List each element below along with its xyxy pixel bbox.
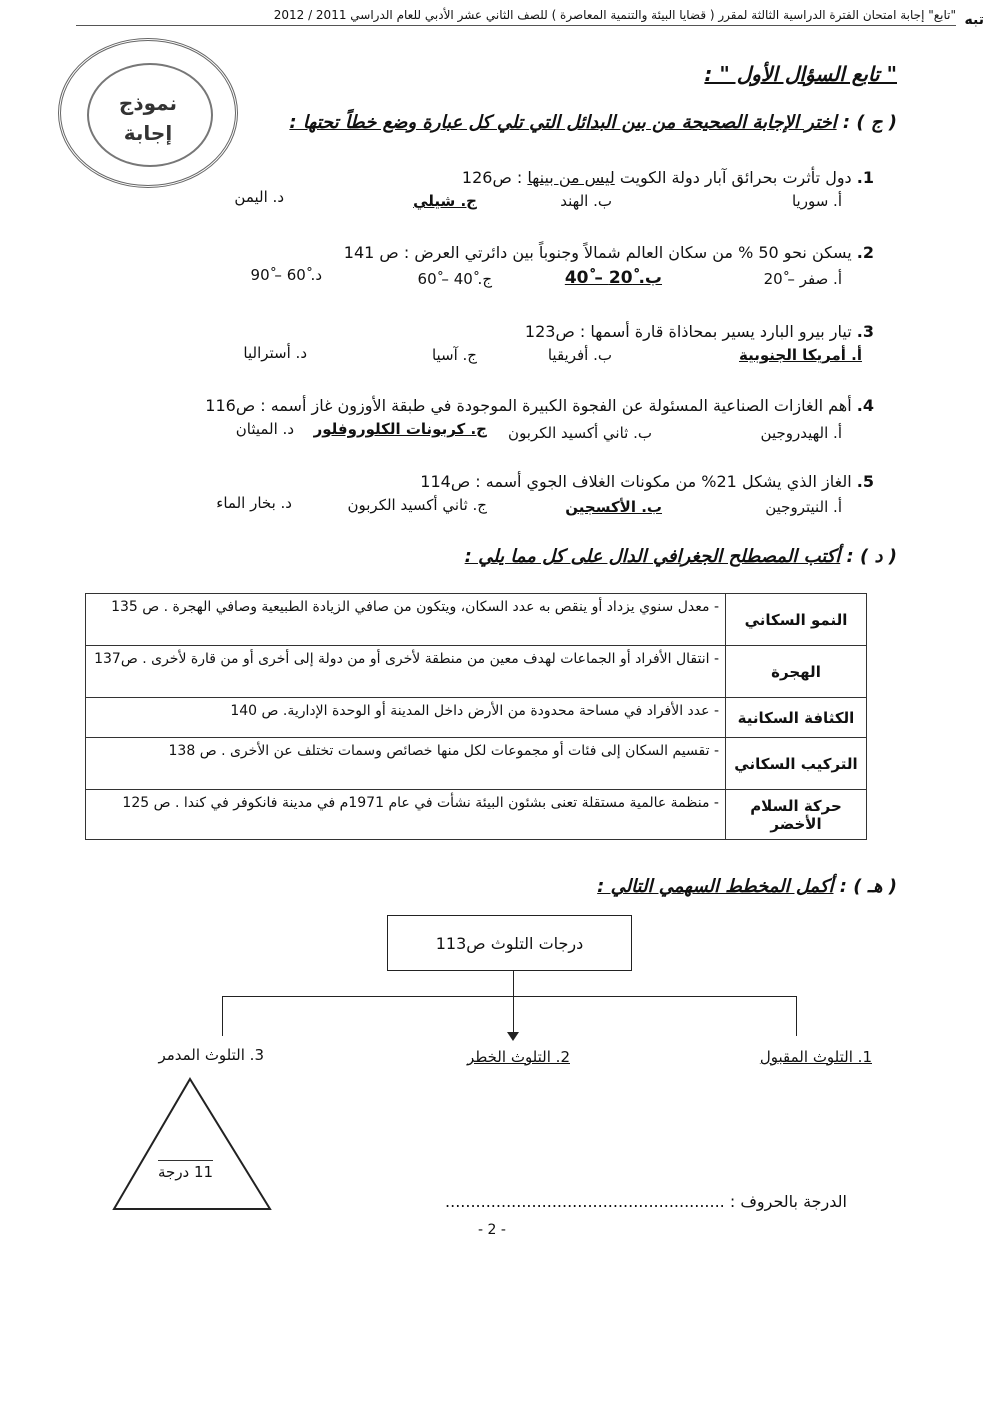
question-text: تيار بيرو البارد يسير بمحاذاة قارة أسمها : bbox=[579, 322, 852, 341]
root-stem-line bbox=[513, 971, 514, 996]
branch-line-left bbox=[222, 996, 223, 1036]
official-stamp bbox=[58, 38, 238, 188]
option-b-answer: ب. 20ْ – 40ْ bbox=[564, 268, 662, 288]
page-ref: ص123 bbox=[524, 322, 575, 341]
branch-line-middle bbox=[513, 996, 514, 1034]
question-number: 5. bbox=[856, 472, 874, 491]
question-4 bbox=[205, 396, 874, 415]
option-c: ج. آسيا bbox=[431, 346, 477, 364]
exam-header: "تابع" إجابة امتحان الفترة الدراسية الثالثة لمقرر ( قضايا البيئة والتنمية المعاصرة ) للصف الثاني عشر الأدبي للعام الدراسي 2011 / 2012 bbox=[76, 8, 956, 26]
terms-table bbox=[85, 593, 867, 840]
option-a: أ. سوريا bbox=[791, 192, 842, 210]
term-cell: الكثافة السكانية bbox=[726, 698, 867, 738]
option-a: أ. النيتروجين bbox=[765, 498, 842, 516]
question-text: دول تأثرت بحرائق آبار دولة الكويت bbox=[619, 168, 852, 187]
horizontal-connector bbox=[222, 996, 796, 997]
section-d-instruction: أكتب المصطلح الجغرافي الدال على كل مما يلي : bbox=[464, 546, 841, 567]
option-d: د. 60ْ – 90ْ bbox=[250, 266, 322, 284]
option-d: د. أستراليا bbox=[243, 344, 307, 362]
term-cell: التركيب السكاني bbox=[726, 738, 867, 790]
definition-cell: - منظمة عالمية مستقلة تعنى بشئون البيئة نشأت في عام 1971م في مدينة فانكوفر في كندا . ص 125 bbox=[86, 790, 726, 840]
option-c-answer: ج. كربونات الكلوروفلور bbox=[313, 420, 487, 438]
option-c-answer: ج. شيلي bbox=[413, 192, 477, 210]
option-c: ج. ثاني أكسيد الكربون bbox=[347, 496, 487, 514]
question-number: 3. bbox=[856, 322, 874, 341]
branch-destructive: 3. التلوث المدمر bbox=[158, 1046, 264, 1064]
section-c-instruction: اختر الإجابة الصحيحة من بين البدائل التي تلي كل عبارة وضع خطاً تحتها : bbox=[289, 112, 837, 133]
table-row bbox=[86, 790, 867, 840]
arrow-down-icon bbox=[507, 1032, 519, 1041]
option-b: ب. ثاني أكسيد الكربون bbox=[508, 424, 652, 442]
option-b: ب. الهند bbox=[560, 192, 612, 210]
question-number: 4. bbox=[856, 396, 874, 415]
section-e-instruction: أكمل المخطط السهمي التالي : bbox=[597, 876, 834, 897]
section-e-label: ( هـ ) : bbox=[839, 876, 897, 897]
question-number: 2. bbox=[856, 243, 874, 262]
page-ref: ص114 bbox=[420, 472, 471, 491]
question-text: يسكن نحو 50 % من سكان العالم شمالاً وجنوباً بين دائرتي العرض : bbox=[403, 243, 852, 262]
definition-cell: - انتقال الأفراد أو الجماعات لهدف معين من منطقة لأخرى أو من دولة إلى أخرى أو من قارة لأخرى . ص137 bbox=[86, 646, 726, 698]
option-a: أ. صفر – 20ْ bbox=[763, 270, 842, 288]
section-c-label: ( ج ) : bbox=[842, 112, 897, 133]
stamp-line-1: نموذج bbox=[118, 91, 178, 115]
section-c-heading bbox=[289, 112, 897, 133]
option-d: د. اليمن bbox=[234, 188, 284, 206]
question-3 bbox=[525, 322, 874, 341]
question-5 bbox=[420, 472, 874, 491]
option-a: أ. الهيدروجين bbox=[760, 424, 842, 442]
section-d-heading bbox=[465, 546, 897, 567]
page-number: - 2 - bbox=[478, 1222, 506, 1238]
page-ref: : ص126 bbox=[461, 168, 523, 187]
option-b: ب. أفريقيا bbox=[547, 346, 612, 364]
corner-mark: تبه bbox=[964, 12, 984, 28]
term-cell: الهجرة bbox=[726, 646, 867, 698]
branch-dangerous: 2. التلوث الخطر bbox=[467, 1048, 570, 1066]
page-ref: ص 141 bbox=[343, 243, 399, 262]
continuation-title: " تابع السؤال الأول " : bbox=[704, 62, 897, 86]
term-cell: حركة السلام الأخضر bbox=[726, 790, 867, 840]
term-cell: النمو السكاني bbox=[726, 594, 867, 646]
branch-acceptable: 1. التلوث المقبول bbox=[759, 1048, 872, 1066]
definition-cell: - معدل سنوي يزداد أو ينقص به عدد السكان، ويتكون من صافي الزيادة الطبيعية وصافي الهجرة . ص 135 bbox=[86, 594, 726, 646]
definition-cell: - تقسيم السكان إلى فئات أو مجموعات لكل منها خصائص وسمات تختلف عن الأخرى . ص 138 bbox=[86, 738, 726, 790]
question-1 bbox=[462, 168, 874, 187]
branch-line-right bbox=[796, 996, 797, 1036]
question-2 bbox=[344, 243, 874, 262]
score-value: 11 درجة bbox=[158, 1160, 213, 1181]
option-d: د. الميثان bbox=[235, 420, 294, 438]
question-number: 1. bbox=[856, 168, 874, 187]
question-text: أهم الغازات الصناعية المسئولة عن الفجوة الكبيرة الموجودة في طبقة الأوزون غاز أسمه : bbox=[260, 396, 852, 415]
diagram-root-box: درجات التلوث ص113 bbox=[387, 915, 632, 971]
score-in-words: الدرجة بالحروف : ....................................................... bbox=[445, 1192, 847, 1211]
section-e-heading bbox=[597, 876, 897, 897]
option-a-answer: أ. أمريكا الجنوبية bbox=[739, 346, 862, 364]
page-ref: ص116 bbox=[205, 396, 256, 415]
stamp-inner-ring bbox=[87, 63, 213, 167]
option-b-answer: ب. الأكسجين bbox=[565, 498, 662, 516]
option-c: ج. 40ْ – 60ْ bbox=[417, 270, 492, 288]
table-row bbox=[86, 738, 867, 790]
section-d-label: ( د ) : bbox=[846, 546, 897, 567]
triangle-shape bbox=[110, 1075, 275, 1215]
table-row bbox=[86, 698, 867, 738]
table-row bbox=[86, 646, 867, 698]
question-text: الغاز الذي يشكل 21% من مكونات الغلاف الجوي أسمه : bbox=[475, 472, 852, 491]
table-row bbox=[86, 594, 867, 646]
definition-cell: - عدد الأفراد في مساحة محدودة من الأرض داخل المدينة أو الوحدة الإدارية. ص 140 bbox=[86, 698, 726, 738]
question-emphasis: ليس من بينها bbox=[527, 168, 615, 187]
option-d: د. بخار الماء bbox=[216, 494, 292, 512]
stamp-line-2: إجابة bbox=[123, 121, 173, 145]
